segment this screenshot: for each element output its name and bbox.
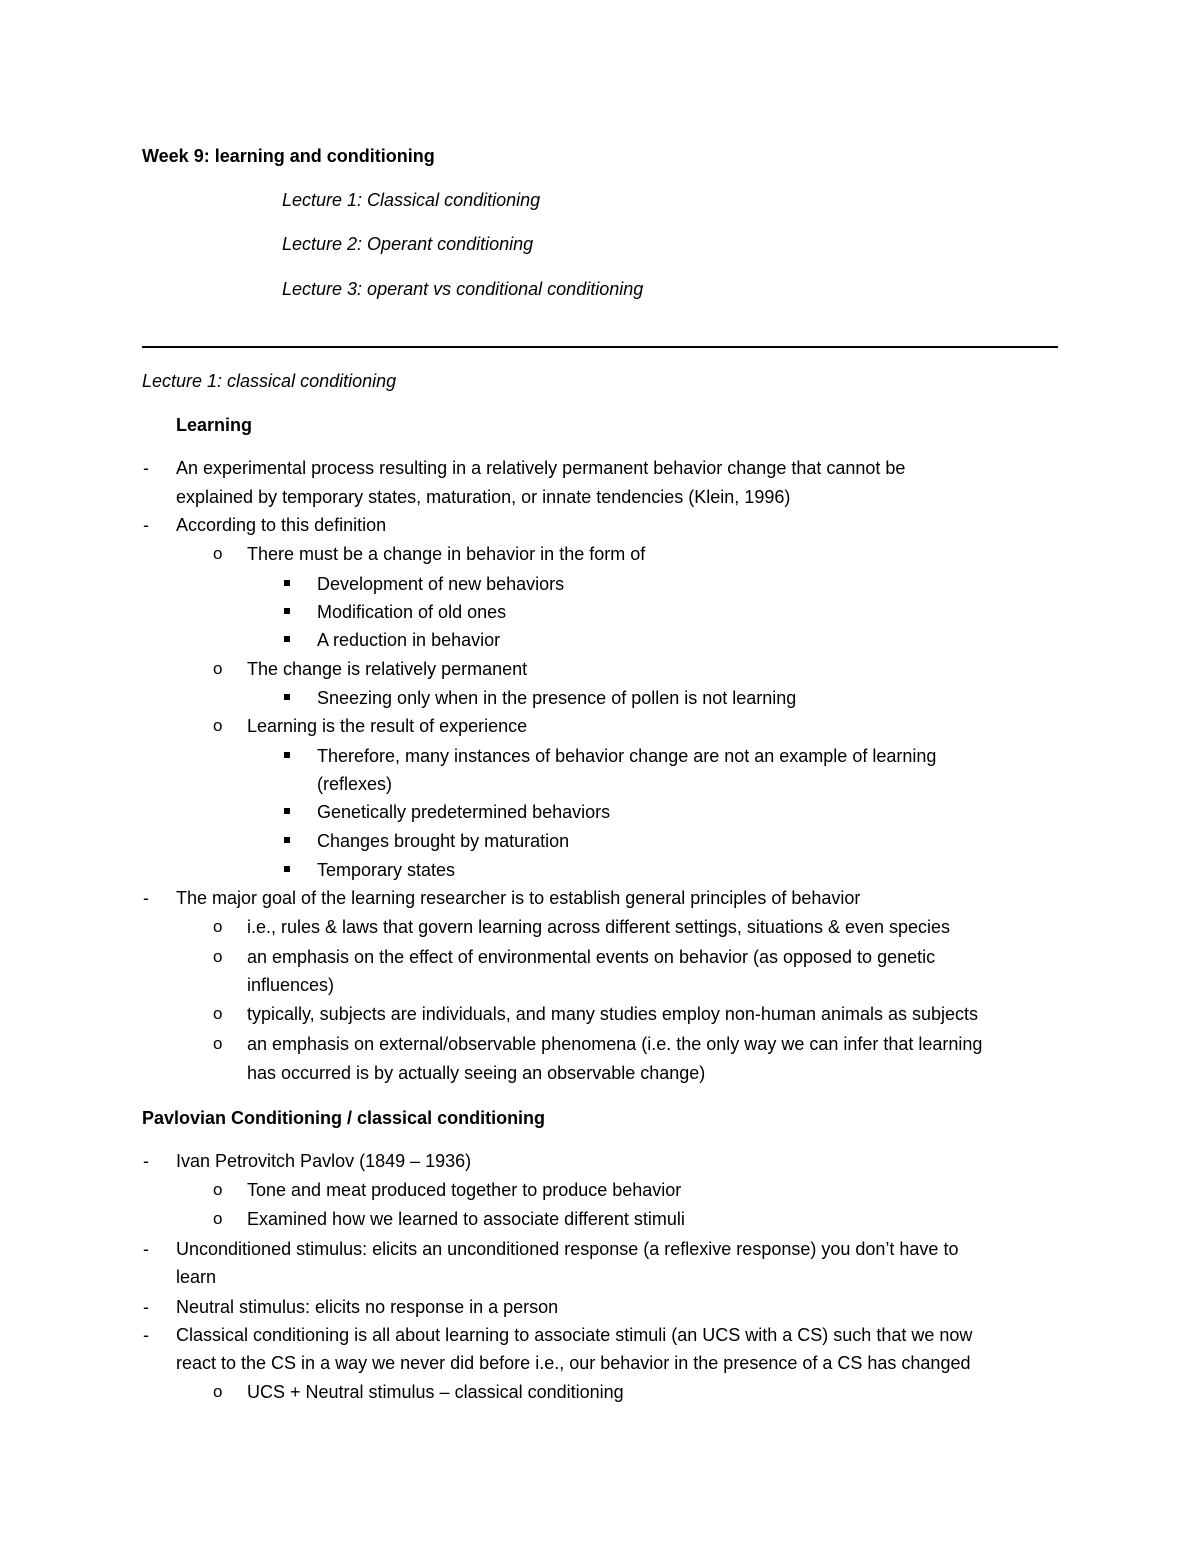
bullet-text-continuation: learn [176,1267,217,1287]
bullet-text: Development of new behaviors [317,574,565,594]
square-bullet-icon [284,580,290,586]
square-bullet-icon [284,694,290,700]
dash-bullet: - [143,1239,149,1259]
bullet-text: A reduction in behavior [317,630,501,650]
circle-bullet: o [213,917,223,936]
square-bullet-icon [284,752,290,758]
bullet-text: The change is relatively permanent [247,659,528,679]
bullet-text: Classical conditioning is all about learning to associate stimuli (an UCS with a CS) such that we now [176,1325,973,1345]
dash-bullet: - [143,458,149,478]
bullet-text: Sneezing only when in the presence of pollen is not learning [317,688,797,708]
circle-bullet: o [213,1209,223,1228]
bullet-text: There must be a change in behavior in the form of [247,544,646,564]
dash-bullet: - [143,1297,149,1317]
lecture-list-item: Lecture 2: Operant conditioning [282,234,534,254]
horizontal-divider [142,346,1058,348]
circle-bullet: o [213,1034,223,1053]
bullet-text: Tone and meat produced together to produce behavior [247,1180,682,1200]
bullet-text: i.e., rules & laws that govern learning across different settings, situations & even species [247,917,951,937]
bullet-text-continuation: influences) [247,975,335,995]
bullet-text: an emphasis on external/observable phenomena (i.e. the only way we can infer that learning [247,1034,983,1054]
square-bullet-icon [284,866,290,872]
bullet-text: An experimental process resulting in a relatively permanent behavior change that cannot be [176,458,906,478]
square-bullet-icon [284,837,290,843]
circle-bullet: o [213,1004,223,1023]
bullet-text: Modification of old ones [317,602,507,622]
bullet-text: an emphasis on the effect of environmental events on behavior (as opposed to genetic [247,947,936,967]
bullet-text: Ivan Petrovitch Pavlov (1849 – 1936) [176,1151,472,1171]
bullet-text: Unconditioned stimulus: elicits an unconditioned response (a reflexive response) you don’t have to [176,1239,959,1259]
bullet-text: Therefore, many instances of behavior change are not an example of learning [317,746,937,766]
bullet-text: Neutral stimulus: elicits no response in a person [176,1297,559,1317]
square-bullet-icon [284,608,290,614]
bullet-text: Examined how we learned to associate different stimuli [247,1209,685,1229]
bullet-text-continuation: (reflexes) [317,774,393,794]
lecture-list-item: Lecture 3: operant vs conditional conditioning [282,279,644,299]
bullet-text: According to this definition [176,515,387,535]
circle-bullet: o [213,544,223,563]
dash-bullet: - [143,888,149,908]
bullet-text: Changes brought by maturation [317,831,570,851]
square-bullet-icon [284,808,290,814]
bullet-text: Temporary states [317,860,456,880]
subsection-heading: Learning [176,415,253,435]
page-title: Week 9: learning and conditioning [142,146,435,166]
lecture-list-item: Lecture 1: Classical conditioning [282,190,541,210]
circle-bullet: o [213,716,223,735]
bullet-text: typically, subjects are individuals, and many studies employ non-human animals as subjects [247,1004,979,1024]
circle-bullet: o [213,1180,223,1199]
circle-bullet: o [213,947,223,966]
bullet-text: Learning is the result of experience [247,716,528,736]
square-bullet-icon [284,636,290,642]
bullet-text-continuation: has occurred is by actually seeing an observable change) [247,1063,706,1083]
bullet-text: The major goal of the learning researcher is to establish general principles of behavior [176,888,861,908]
bullet-text-continuation: explained by temporary states, maturation, or innate tendencies (Klein, 1996) [176,487,791,507]
bullet-text: Genetically predetermined behaviors [317,802,611,822]
circle-bullet: o [213,659,223,678]
bullet-text-continuation: react to the CS in a way we never did before i.e., our behavior in the presence of a CS has changed [176,1353,971,1373]
dash-bullet: - [143,1151,149,1171]
circle-bullet: o [213,1382,223,1401]
dash-bullet: - [143,1325,149,1345]
bullet-text: UCS + Neutral stimulus – classical conditioning [247,1382,624,1402]
dash-bullet: - [143,515,149,535]
section-heading: Lecture 1: classical conditioning [142,371,397,391]
section-heading: Pavlovian Conditioning / classical conditioning [142,1108,546,1128]
